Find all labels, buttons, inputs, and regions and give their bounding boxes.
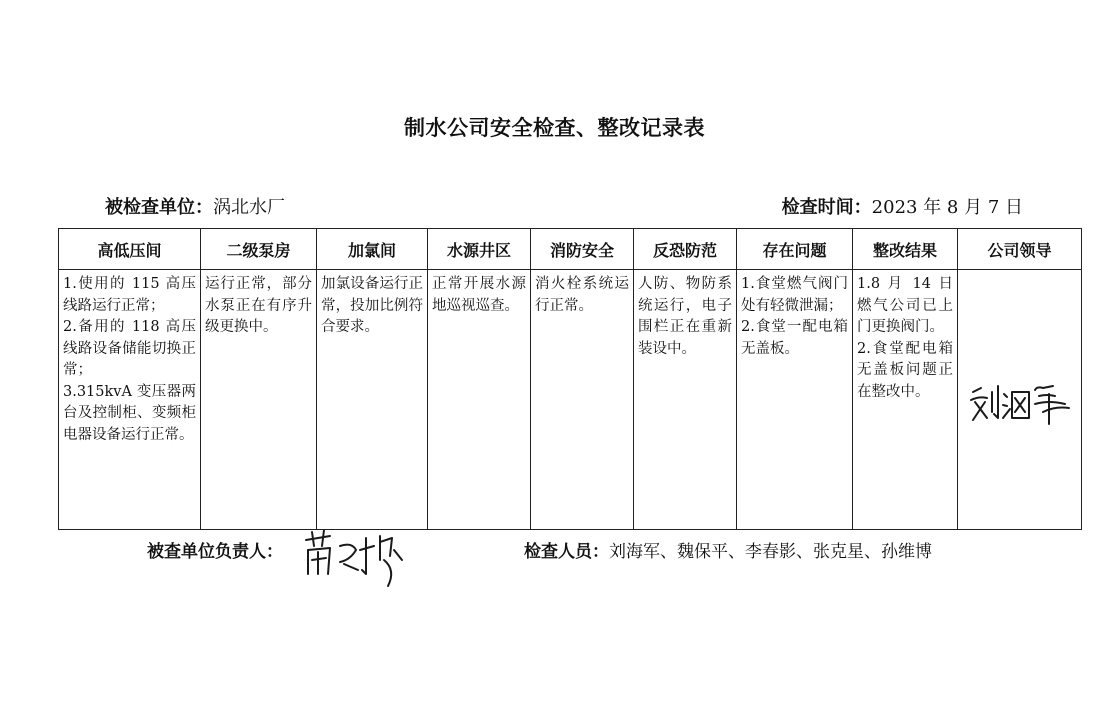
header-company-leader: 公司领导 (958, 229, 1082, 270)
cell-company-leader (958, 270, 1082, 530)
header-pump-room: 二级泵房 (201, 229, 317, 270)
cell-line: 1.8 月 14 日燃气公司已上门更换阀门。 (857, 276, 953, 335)
header-anti-terror: 反恐防范 (634, 229, 737, 270)
responsible-person-label: 被查单位负责人： (147, 542, 283, 562)
cell-rectification (853, 270, 958, 530)
inspected-unit-value: 涡北水厂 (213, 197, 285, 218)
inspected-unit-line (105, 193, 285, 219)
inspection-record-table (58, 228, 1082, 530)
cell-line: 1.使用的 115 高压线路运行正常； (63, 276, 196, 314)
table-header-row (59, 229, 1082, 270)
header-chlorine-room: 加氯间 (317, 229, 428, 270)
header-fire-safety: 消防安全 (531, 229, 634, 270)
cell-pump-room: 运行正常，部分水泵正在有序升级更换中。 (201, 270, 317, 530)
inspected-unit-label: 被检查单位： (105, 197, 213, 218)
cell-line: 2.食堂一配电箱无盖板。 (741, 319, 848, 357)
inspectors-value: 刘海军、魏保平、李春影、张克星、孙维博 (609, 542, 932, 562)
cell-line: 2.备用的 118 高压线路设备储能切换正常； (63, 319, 196, 378)
header-rectification: 整改结果 (853, 229, 958, 270)
cell-line: 3.315kvA 变压器两台及控制柜、变频柜电器设备运行正常。 (63, 383, 196, 443)
cell-chlorine-room: 加氯设备运行正常，投加比例符合要求。 (317, 270, 428, 530)
header-high-low-voltage: 高低压间 (59, 229, 201, 270)
cell-fire-safety: 消火栓系统运行正常。 (531, 270, 634, 530)
table-row (59, 270, 1082, 530)
inspection-time-value: 2023 年 8 月 7 日 (871, 197, 1023, 218)
header-well-area: 水源井区 (428, 229, 531, 270)
inspectors-label: 检查人员： (524, 542, 609, 562)
cell-anti-terror: 人防、物防系统运行，电子围栏正在重新装设中。 (634, 270, 737, 530)
inspection-time-label: 检查时间： (781, 197, 872, 218)
inspectors-line (524, 537, 932, 562)
responsible-person-line (147, 537, 283, 562)
document-title: 制水公司安全检查、整改记录表 (404, 116, 705, 140)
header-problems: 存在问题 (737, 229, 853, 270)
responsible-person-signature (300, 530, 410, 588)
cell-high-low-voltage (59, 270, 201, 530)
leader-signature (965, 378, 1075, 428)
inspection-time-line (782, 193, 1023, 219)
cell-line: 2.食堂配电箱无盖板问题正在整改中。 (857, 340, 953, 400)
cell-line: 1.食堂燃气阀门处有轻微泄漏； (741, 276, 848, 314)
cell-well-area: 正常开展水源地巡视巡查。 (428, 270, 531, 530)
cell-problems (737, 270, 853, 530)
